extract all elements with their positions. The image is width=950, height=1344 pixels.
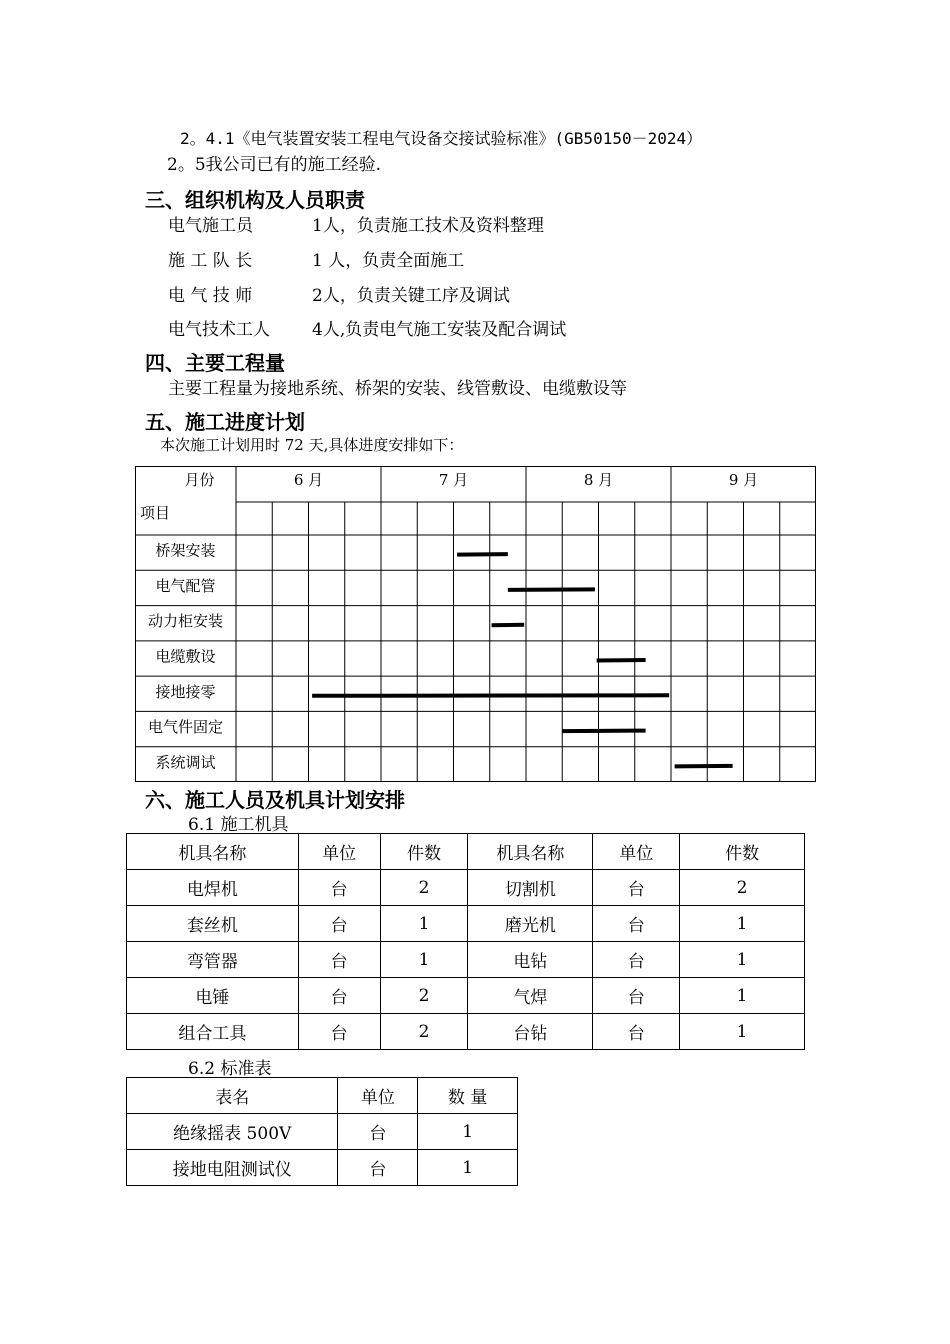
table-cell: 1 xyxy=(380,942,468,978)
table-header-cell: 表名 xyxy=(127,1078,338,1114)
table-cell: 2 xyxy=(380,870,468,906)
gantt-task-label: 接地接零 xyxy=(155,682,216,701)
staff-role: 电气技术工人 xyxy=(168,320,270,340)
table-row xyxy=(127,942,805,978)
table-cell: 1 xyxy=(680,942,805,978)
gantt-month-header: 6 月 xyxy=(293,471,324,489)
table-cell: 磨光机 xyxy=(468,906,593,942)
gantt-task-label: 桥架安装 xyxy=(155,541,216,560)
table-row xyxy=(127,1014,805,1050)
gantt-task-label: 电气件固定 xyxy=(147,718,224,737)
table-cell: 1 xyxy=(380,906,468,942)
gantt-month-header: 8 月 xyxy=(583,471,614,489)
table-cell: 台 xyxy=(298,1014,380,1050)
table-header-cell: 单位 xyxy=(298,834,380,870)
gantt-bar xyxy=(562,731,645,732)
table-cell: 弯管器 xyxy=(127,942,299,978)
table-cell: 台 xyxy=(593,978,680,1014)
gantt-month-header: 7 月 xyxy=(438,471,469,489)
table-cell: 台 xyxy=(593,870,680,906)
table-row xyxy=(127,1150,518,1186)
section-5-title: 五、施工进度计划 xyxy=(145,410,305,434)
reference-experience-line: 2。5我公司已有的施工经验. xyxy=(167,155,382,175)
table-header-row xyxy=(127,834,805,870)
table-header-row xyxy=(127,1078,518,1114)
staff-desc: 1 人，负责全面施工 xyxy=(312,251,465,271)
staff-role: 电 气 技 师 xyxy=(168,286,253,306)
gantt-bar xyxy=(312,695,669,696)
tools-table xyxy=(126,833,805,1050)
table-header-cell: 数 量 xyxy=(418,1078,518,1114)
table-cell: 台 xyxy=(338,1114,418,1150)
gantt-task-label: 系统调试 xyxy=(155,753,216,772)
table-cell: 台 xyxy=(298,978,380,1014)
gantt-month-label: 月份 xyxy=(184,471,215,489)
table-cell: 套丝机 xyxy=(127,906,299,942)
table-row xyxy=(127,1114,518,1150)
gantt-month-header: 9 月 xyxy=(728,471,759,489)
table-cell: 1 xyxy=(418,1150,518,1186)
section-3-title: 三、组织机构及人员职责 xyxy=(145,188,365,212)
table-cell: 台 xyxy=(593,906,680,942)
gantt-bar xyxy=(492,625,525,626)
table-cell: 切割机 xyxy=(468,870,593,906)
table-header-cell: 单位 xyxy=(338,1078,418,1114)
table-cell: 绝缘摇表 500V xyxy=(127,1114,338,1150)
gantt-bar xyxy=(675,766,733,767)
tools-subtitle: 6.1 施工机具 xyxy=(188,815,289,835)
meters-subtitle: 6.2 标准表 xyxy=(188,1059,272,1079)
section-4-title: 四、主要工程量 xyxy=(145,351,285,375)
staff-role: 电气施工员 xyxy=(168,216,253,236)
table-cell: 电锤 xyxy=(127,978,299,1014)
table-cell: 台钻 xyxy=(468,1014,593,1050)
table-row xyxy=(127,978,805,1014)
table-cell: 1 xyxy=(680,906,805,942)
table-cell: 台 xyxy=(593,1014,680,1050)
staff-desc: 1人，负责施工技术及资料整理 xyxy=(312,216,544,236)
table-row xyxy=(127,906,805,942)
table-row xyxy=(127,870,805,906)
gantt-bar xyxy=(457,554,508,555)
table-header-cell: 单位 xyxy=(593,834,680,870)
gantt-task-label: 动力柜安装 xyxy=(147,612,224,631)
reference-standard-line: 2。4.1《电气装置安装工程电气设备交接试验标准》(GB50150－2024） xyxy=(180,129,703,148)
table-cell: 台 xyxy=(338,1150,418,1186)
table-header-cell: 机具名称 xyxy=(127,834,299,870)
table-cell: 接地电阻测试仪 xyxy=(127,1150,338,1186)
gantt-task-label: 电缆敷设 xyxy=(155,647,216,666)
staff-desc: 2人，负责关键工序及调试 xyxy=(312,286,510,306)
table-header-cell: 机具名称 xyxy=(468,834,593,870)
staff-role: 施 工 队 长 xyxy=(168,251,253,271)
table-cell: 电焊机 xyxy=(127,870,299,906)
table-cell: 台 xyxy=(593,942,680,978)
table-cell: 2 xyxy=(380,1014,468,1050)
table-header-cell: 件数 xyxy=(680,834,805,870)
schedule-gantt-table xyxy=(135,466,816,782)
section-6-title: 六、施工人员及机具计划安排 xyxy=(145,788,405,812)
table-header-cell: 件数 xyxy=(380,834,468,870)
gantt-item-label: 项目 xyxy=(139,504,171,522)
table-cell: 2 xyxy=(680,870,805,906)
table-cell: 1 xyxy=(680,978,805,1014)
gantt-bar xyxy=(597,660,646,661)
gantt-bar xyxy=(508,589,595,590)
table-cell: 台 xyxy=(298,906,380,942)
meters-table xyxy=(126,1077,518,1186)
table-cell: 气焊 xyxy=(468,978,593,1014)
table-cell: 1 xyxy=(680,1014,805,1050)
section-5-text: 本次施工计划用时 72 天,具体进度安排如下： xyxy=(160,436,464,454)
gantt-border xyxy=(136,467,816,782)
table-cell: 1 xyxy=(418,1114,518,1150)
staff-desc: 4人,负责电气施工安装及配合调试 xyxy=(312,320,567,340)
section-4-text: 主要工程量为接地系统、桥架的安装、线管敷设、电缆敷设等 xyxy=(168,379,627,399)
table-cell: 台 xyxy=(298,870,380,906)
table-cell: 电钻 xyxy=(468,942,593,978)
table-cell: 组合工具 xyxy=(127,1014,299,1050)
gantt-task-label: 电气配管 xyxy=(155,576,216,595)
table-cell: 台 xyxy=(298,942,380,978)
table-cell: 2 xyxy=(380,978,468,1014)
